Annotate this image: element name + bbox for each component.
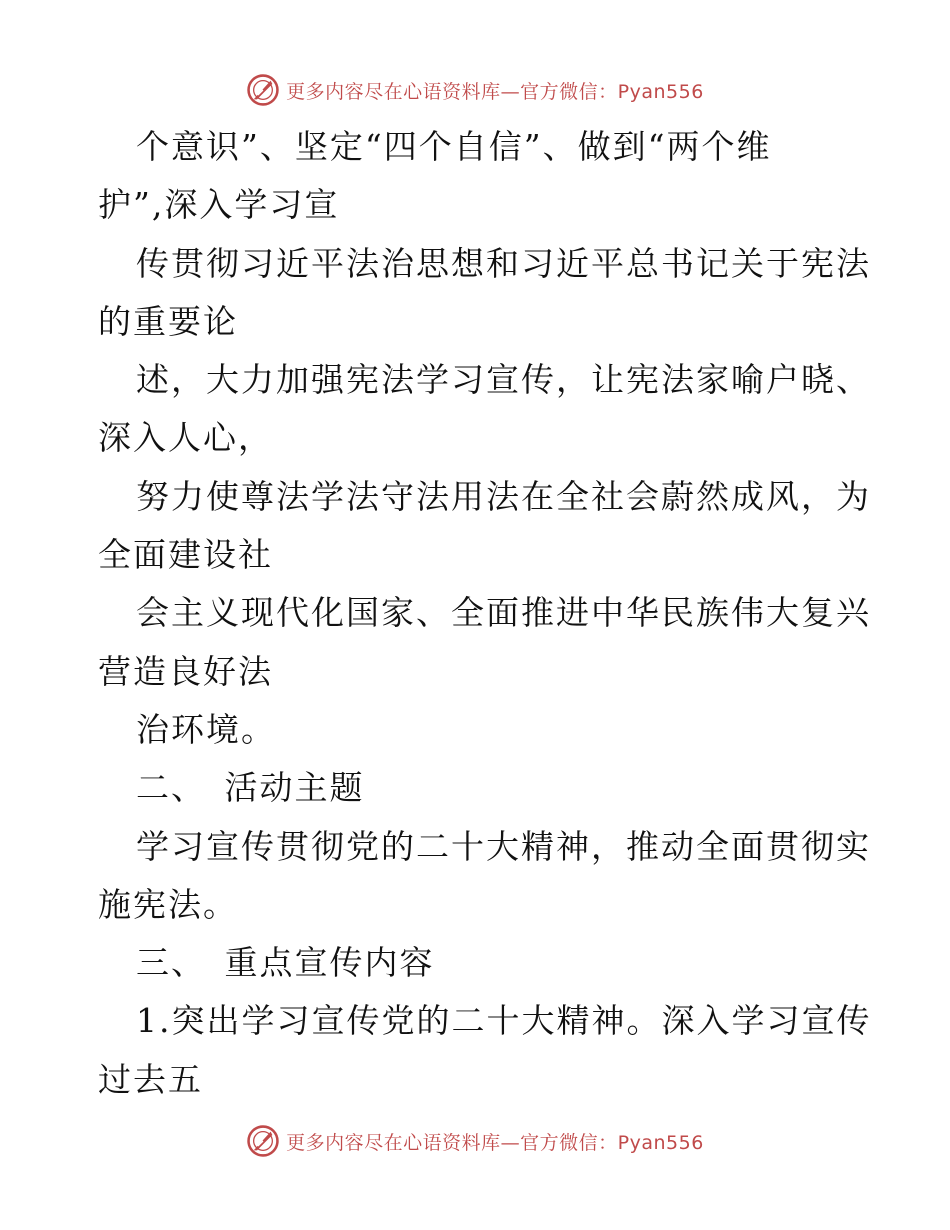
body-line: 施宪法。 <box>98 884 238 924</box>
footer-watermark <box>0 1121 950 1161</box>
body-line: 学习宣传贯彻党的二十大精神，推动全面贯彻实 <box>136 826 871 866</box>
body-line: 全面建设社 <box>98 535 273 575</box>
body-line: 护”,深入学习宣 <box>98 185 340 225</box>
document-body <box>98 118 872 1109</box>
body-line: 1.突出学习宣传党的二十大精神。深入学习宣传 <box>136 1001 872 1041</box>
body-line: 传贯彻习近平法治思想和习近平总书记关于宪法 <box>136 243 871 283</box>
body-line: 努力使尊法学法守法用法在全社会蔚然成风，为 <box>136 476 871 516</box>
body-line: 深入人心， <box>98 418 273 458</box>
feather-seal-icon <box>246 73 280 107</box>
watermark-text: 更多内容尽在心语资料库—官方微信：Pyan556 <box>286 1131 704 1154</box>
body-line: 过去五 <box>98 1059 203 1099</box>
body-line: 会主义现代化国家、全面推进中华民族伟大复兴 <box>136 593 871 633</box>
body-line: 个意识”、坚定“四个自信”、做到“两个维 <box>136 127 772 166</box>
section-heading: 二、 活动主题 <box>136 768 365 808</box>
body-line: 述，大力加强宪法学习宣传，让宪法家喻户晓、 <box>136 360 871 400</box>
feather-seal-icon <box>246 1124 280 1158</box>
body-line: 的重要论 <box>98 301 238 341</box>
body-line: 治环境。 <box>136 709 276 749</box>
header-watermark <box>0 70 950 110</box>
watermark-text: 更多内容尽在心语资料库—官方微信：Pyan556 <box>286 80 704 103</box>
section-heading: 三、 重点宣传内容 <box>136 943 435 983</box>
body-line: 营造良好法 <box>98 651 273 691</box>
